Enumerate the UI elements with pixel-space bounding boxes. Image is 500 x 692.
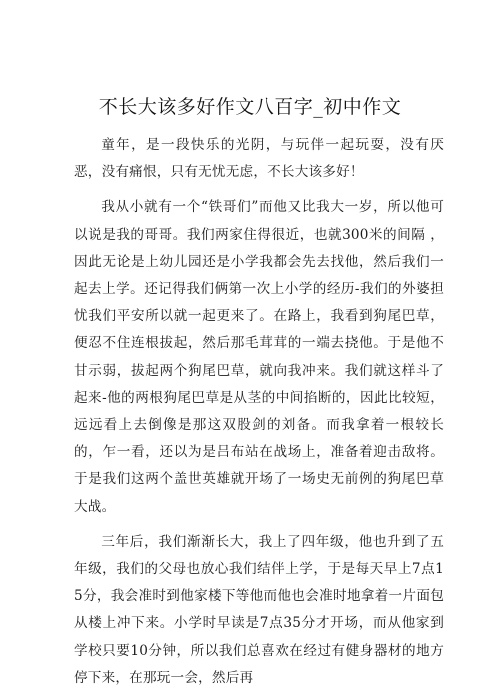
article-body [74, 132, 444, 692]
article-paragraph: 我从小就有一个“铁哥们”而他又比我大一岁，所以他可以说是我的哥哥。我们两家住得很近，也就300米的间隔 ，因此无论是上幼儿园还是小学我都会先去找他，然后我们一起去上学。还记得我们俩第一次上小学的经历-我们的外婆担忧我们平安所以就一起更来了。在路上，我看到狗尾巴草，便忍不住连根拔起，然后那毛茸茸的一端去挠他。于是他不甘示弱，拔起两个狗尾巴草，就向我冲来。我们就这样斗了起来-他的两根狗尾巴草是从茎的中间掐断的，因此比较短，远远看上去倒像是那这双股剑的刘备。而我拿着一根较长的，乍一看，还以为是吕布站在战场上，准备着迎击敌将。于是我们这两个盖世英雄就开场了一场史无前例的狗尾巴草大战。 [74, 199, 444, 515]
article-title: 不长大该多好作文八百字_初中作文 [98, 96, 402, 118]
document-page [0, 94, 500, 686]
article-paragraph: 童年，是一段快乐的光阴，与玩伴一起玩耍，没有厌恶，没有痛恨，只有无忧无虑，不长大该多好！ [74, 137, 444, 181]
article-paragraph: 三年后，我们渐渐长大，我上了四年级，他也升到了五年级，我们的父母也放心我们结伴上学，于是每天早上7点15分，我会准时到他家楼下等他而他也会准时地拿着一片面包从楼上冲下来。小学时早读是7点35分才开场，而从他家到学校只要10分钟，所以我们总喜欢在经过有健身器材的地方停下来，在那玩一会，然后再 [74, 533, 444, 686]
